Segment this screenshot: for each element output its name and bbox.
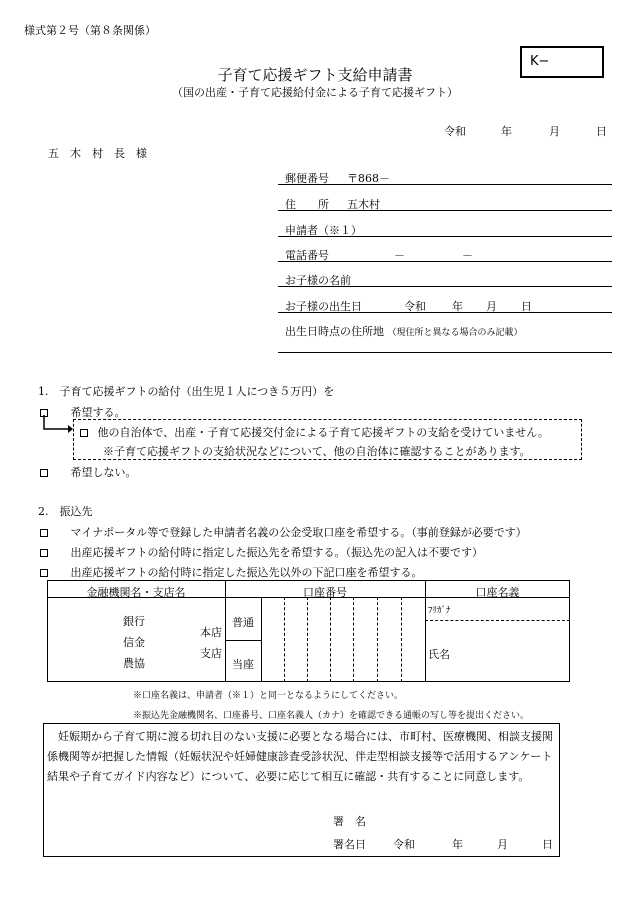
checkbox-sub-option[interactable] xyxy=(80,429,88,437)
signature-label: 署 名 xyxy=(333,815,366,828)
col-bank-header: 金融機関名・支店名 xyxy=(86,586,186,599)
page-title: 子育て応援ギフト支給申請書 xyxy=(217,66,413,84)
furigana-label: ﾌﾘｶﾞﾅ xyxy=(428,606,451,616)
birth-month: 月 xyxy=(486,300,497,313)
sign-date-year: 年 xyxy=(452,838,463,851)
note-holder: ※口座名義は、申請者（※１）と同一となるようにしてください。 xyxy=(133,691,404,701)
addressee: 五 木 村 長 様 xyxy=(48,147,147,160)
birth-year: 年 xyxy=(452,300,463,313)
digit-divider-6 xyxy=(401,597,402,682)
branch-type-honten: 本店 xyxy=(200,626,222,639)
account-type-futsu[interactable]: 普通 xyxy=(232,616,254,629)
address-underline xyxy=(278,210,612,211)
date-year: 年 xyxy=(501,125,512,138)
id-box-text: K− xyxy=(530,54,550,69)
bank-type-ginko: 銀行 xyxy=(123,615,145,628)
sub-option-line2: ※子育て応援ギフトの支給状況などについて、他の自治体に確認することがあります。 xyxy=(103,445,531,458)
digit-divider-3 xyxy=(330,597,331,682)
phone-underline xyxy=(278,261,612,262)
sign-date-era: 令和 xyxy=(393,838,415,851)
birth-address-label-text: 出生日時点の住所地 xyxy=(285,325,384,338)
transfer-option-2-label: 出産応援ギフトの給付時に指定した振込先を希望する。（振込先の記入は不要です） xyxy=(70,546,483,559)
transfer-option-2[interactable] xyxy=(40,544,483,560)
sub-option-line1[interactable] xyxy=(80,424,549,440)
birth-day: 日 xyxy=(521,300,532,313)
page-subtitle: （国の出産・子育て応援給付金による子育て応援ギフト） xyxy=(172,86,458,99)
bank-type-shinkin: 信金 xyxy=(123,636,145,649)
col-account-header: 口座番号 xyxy=(303,586,347,599)
address-value[interactable]: 五木村 xyxy=(347,198,380,211)
postal-underline xyxy=(278,184,612,185)
account-type-divider xyxy=(261,597,262,682)
holder-name-label: 氏名 xyxy=(428,648,450,661)
consent-text: 妊娠期から子育て期に渡る切れ目のない支援に必要となる場合には、市町村、医療機関、相談支援関係機関等が把握した情報（妊娠状況や妊婦健康診査受診状況、伴走型相談支援等で活用するアンケート結果や子育てガイド内容など）について、必要に応じて相互に確認・共有することに同意します。 xyxy=(47,730,553,783)
section1-heading: 1. 子育て応援ギフトの給付（出生児１人につき５万円）を xyxy=(38,385,335,398)
date-era: 令和 xyxy=(444,125,466,138)
option-no-label: 希望しない。 xyxy=(70,466,137,479)
child-birth-label: お子様の出生日 xyxy=(285,300,362,313)
branch-arrow-icon xyxy=(42,415,74,437)
digit-divider-5 xyxy=(377,597,378,682)
postal-label: 郵便番号 xyxy=(285,172,329,185)
sign-date-day: 日 xyxy=(542,838,553,851)
account-type-toza[interactable]: 当座 xyxy=(232,658,254,671)
applicant-underline xyxy=(278,236,612,237)
option-yes-label: 希望する。 xyxy=(70,406,126,419)
applicant-label: 申請者（※１） xyxy=(285,224,362,237)
checkbox-transfer-2[interactable] xyxy=(40,549,48,557)
phone-dash-1: － xyxy=(394,249,405,262)
checkbox-transfer-3[interactable] xyxy=(40,569,48,577)
transfer-option-1[interactable] xyxy=(40,524,527,540)
child-name-label: お子様の名前 xyxy=(285,274,351,287)
date-day: 日 xyxy=(596,125,607,138)
transfer-option-3[interactable] xyxy=(40,564,423,580)
sub-option-line1-text: 他の自治体で、出産・子育て応援交付金による子育て応援ギフトの支給を受けていません。 xyxy=(97,426,549,439)
account-type-split xyxy=(225,640,261,641)
sign-date-month: 月 xyxy=(497,838,508,851)
checkbox-no[interactable] xyxy=(40,469,48,477)
child-name-underline xyxy=(278,286,612,287)
address-label: 住 所 xyxy=(285,198,329,211)
section1-option-no[interactable] xyxy=(40,464,137,480)
sign-date-label: 署名日 xyxy=(333,838,366,851)
child-birth-underline xyxy=(278,312,612,313)
birth-era: 令和 xyxy=(404,300,426,313)
checkbox-transfer-1[interactable] xyxy=(40,529,48,537)
phone-dash-2: － xyxy=(462,249,473,262)
digit-divider-4 xyxy=(353,597,354,682)
birth-address-note: （現住所と異なる場合のみ記載） xyxy=(387,328,523,338)
note-passbook: ※振込先金融機関名、口座番号、口座名義人（カナ）を確認できる通帳の写し等を提出ください。 xyxy=(133,711,530,721)
date-month: 月 xyxy=(549,125,560,138)
form-number: 様式第２号（第８条関係） xyxy=(24,24,156,37)
birth-address-underline xyxy=(278,352,612,353)
transfer-option-3-label: 出産応援ギフトの給付時に指定した振込先以外の下記口座を希望する。 xyxy=(70,566,423,579)
furigana-line xyxy=(425,620,570,621)
section2-heading: 2. 振込先 xyxy=(38,505,93,518)
col-holder-header: 口座名義 xyxy=(475,586,520,599)
phone-label: 電話番号 xyxy=(285,249,329,262)
digit-divider-2 xyxy=(307,597,308,682)
postal-value[interactable]: 〒868－ xyxy=(347,172,390,185)
branch-type-shiten: 支店 xyxy=(200,647,222,660)
bank-type-nokyo: 農協 xyxy=(123,657,145,670)
transfer-option-1-label: マイナポータル等で登録した申請者名義の公金受取口座を希望する。（事前登録が必要です） xyxy=(70,526,527,539)
birth-address-label xyxy=(285,323,523,339)
digit-divider-1 xyxy=(284,597,285,682)
